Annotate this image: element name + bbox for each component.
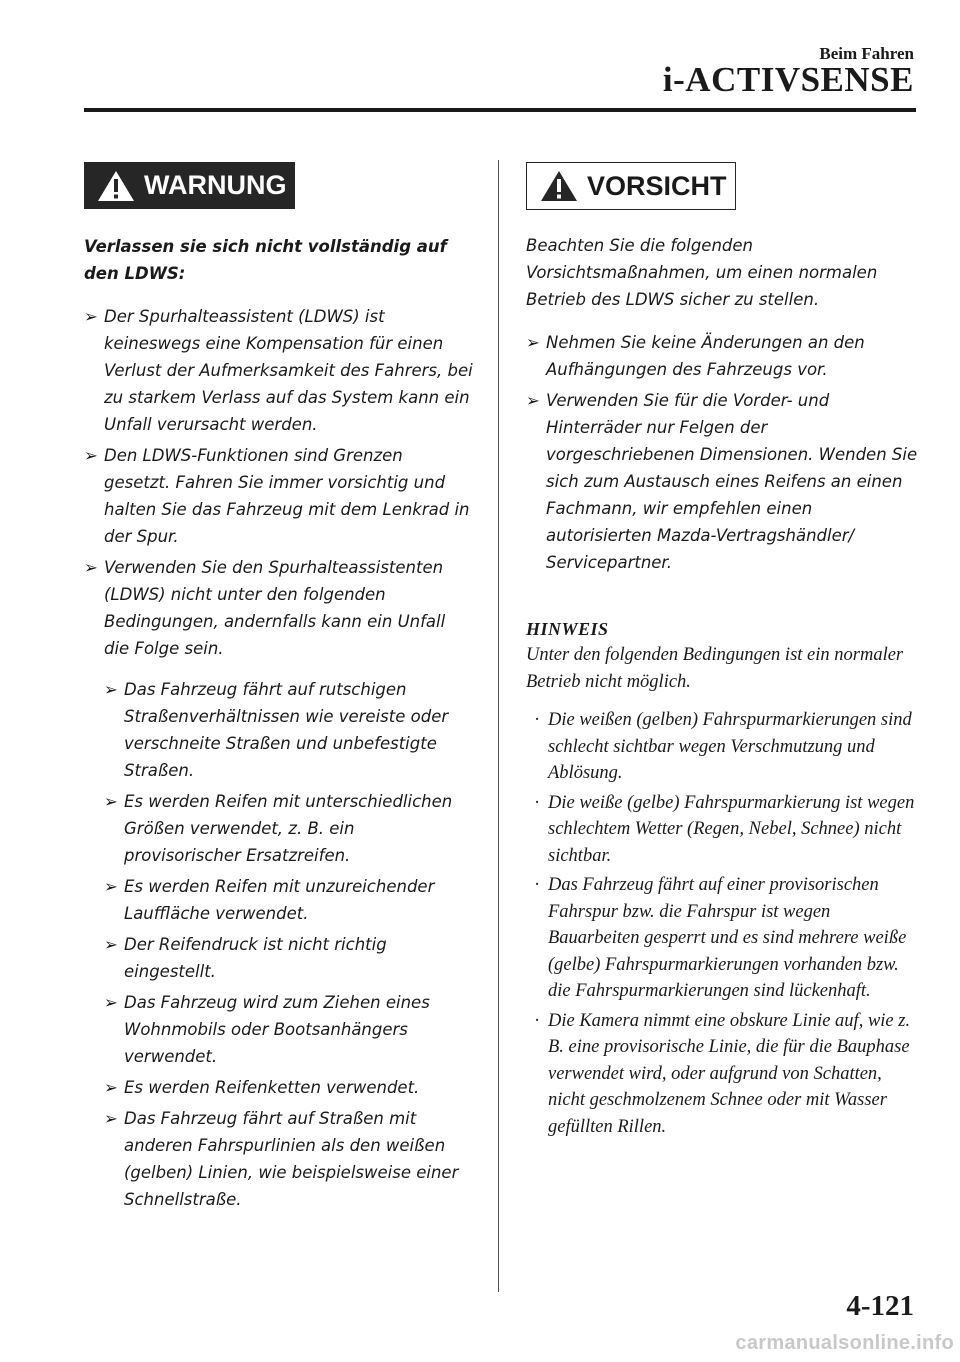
warning-badge-label: WARNUNG bbox=[144, 170, 287, 200]
arrow-bullet-icon: ➢ bbox=[104, 993, 118, 1012]
warning-badge bbox=[84, 162, 295, 209]
arrow-bullet-icon: ➢ bbox=[84, 307, 98, 326]
arrow-bullet-icon: ➢ bbox=[526, 333, 540, 352]
caution-badge-label: VORSICHT bbox=[587, 170, 727, 201]
dot-bullet-icon: · bbox=[534, 710, 541, 730]
warning-lead: Verlassen sie sich nicht vollständig auf den LDWS: bbox=[84, 237, 447, 283]
caution-badge bbox=[526, 162, 736, 210]
arrow-bullet-icon: ➢ bbox=[104, 792, 118, 811]
section-title: Beim Fahren bbox=[819, 44, 914, 63]
arrow-bullet-icon: ➢ bbox=[84, 446, 98, 465]
list-item: ➢ Der Reifendruck ist nicht richtig eingestellt. bbox=[104, 931, 474, 985]
arrow-bullet-icon: ➢ bbox=[104, 1078, 118, 1097]
warning-triangle-icon bbox=[539, 169, 579, 203]
condition-sublist bbox=[104, 676, 474, 1213]
list-item: ➢ Das Fahrzeug wird zum Ziehen eines Wohnmobils oder Bootsanhängers verwendet. bbox=[104, 989, 474, 1070]
dot-bullet-icon: · bbox=[534, 875, 541, 895]
list-item: ➢ Es werden Reifen mit unterschiedlichen Größen verwendet, z. B. ein provisorischer Ersatzreifen. bbox=[104, 788, 474, 869]
arrow-bullet-icon: ➢ bbox=[104, 1109, 118, 1128]
arrow-bullet-icon: ➢ bbox=[84, 558, 98, 577]
list-item: · Die Kamera nimmt eine obskure Linie auf, wie z. B. eine provisorische Linie, die für die Bauphase verwendet wird, oder aufgrund von Schatten, nicht geschmolzenem Schnee oder mit Wasser gefüllten Rillen. bbox=[526, 1008, 921, 1141]
warning-triangle-icon bbox=[96, 169, 136, 203]
list-item: · Die weißen (gelben) Fahrspurmarkierungen sind schlecht sichtbar wegen Verschmutzung und Ablösung. bbox=[526, 707, 921, 787]
column-divider bbox=[498, 160, 499, 1292]
list-item: ➢ Nehmen Sie keine Änderungen an den Aufhängungen des Fahrzeugs vor. bbox=[526, 329, 921, 383]
caution-list bbox=[526, 329, 921, 576]
arrow-bullet-icon: ➢ bbox=[104, 877, 118, 896]
caution-lead: Beachten Sie die folgenden Vorsichtsmaßnahmen, um einen normalen Betrieb des LDWS sicher zu stellen. bbox=[526, 236, 878, 309]
list-item: ➢ Das Fahrzeug fährt auf Straßen mit anderen Fahrspurlinien als den weißen (gelben) Linien, wie beispielsweise einer Schnellstraße. bbox=[104, 1105, 474, 1213]
list-item: ➢ Den LDWS-Funktionen sind Grenzen gesetzt. Fahren Sie immer vorsichtig und halten Sie das Fahrzeug mit dem Lenkrad in der Spur. bbox=[84, 442, 474, 550]
list-item: · Die weiße (gelbe) Fahrspurmarkierung ist wegen schlechtem Wetter (Regen, Nebel, Schnee) nicht sichtbar. bbox=[526, 790, 921, 870]
right-column bbox=[526, 162, 921, 1140]
header-rule bbox=[84, 108, 916, 112]
list-item: ➢ Das Fahrzeug fährt auf rutschigen Straßenverhältnissen wie vereiste oder verschneite Straßen und unbefestigte Straßen. bbox=[104, 676, 474, 784]
note-title: HINWEIS bbox=[526, 619, 609, 639]
list-item: · Das Fahrzeug fährt auf einer provisorischen Fahrspur bzw. die Fahrspur ist wegen Bauarbeiten gesperrt und es sind mehrere weiße (gelbe) Fahrspurmarkierungen vorhanden bzw. die Fahrspurmarkierungen sind lückenhaft. bbox=[526, 872, 921, 1005]
watermark: carmanualsonline.info bbox=[735, 1332, 954, 1354]
page-number: 4-121 bbox=[846, 1290, 914, 1322]
list-item: ➢ Es werden Reifen mit unzureichender Lauffläche verwendet. bbox=[104, 873, 474, 927]
dot-bullet-icon: · bbox=[534, 792, 541, 813]
left-column bbox=[84, 162, 474, 1213]
list-item: ➢ Verwenden Sie den Spurhalteassistenten (LDWS) nicht unter den folgenden Bedingungen, andernfalls kann ein Unfall die Folge sein. bbox=[84, 554, 474, 662]
list-item: ➢ Verwenden Sie für die Vorder- und Hinterräder nur Felgen der vorgeschriebenen Dimensionen. Wenden Sie sich zum Austausch eines Reifens an einen Fachmann, wir empfehlen einen autorisierten Mazda-Vertragshändler/ Servicepartner. bbox=[526, 387, 921, 576]
arrow-bullet-icon: ➢ bbox=[104, 935, 118, 954]
arrow-bullet-icon: ➢ bbox=[104, 680, 118, 699]
dot-bullet-icon: · bbox=[534, 1010, 541, 1031]
chapter-title: i-ACTIVSENSE bbox=[662, 60, 914, 99]
list-item: ➢ Es werden Reifenketten verwendet. bbox=[104, 1074, 474, 1101]
note-list bbox=[526, 707, 921, 1140]
list-item: ➢ Der Spurhalteassistent (LDWS) ist keineswegs eine Kompensation für einen Verlust der Aufmerksamkeit des Fahrers, bei zu starkem Verlass auf das System kann ein Unfall verursacht werden. bbox=[84, 303, 474, 438]
note-text: Unter den folgenden Bedingungen ist ein normaler Betrieb nicht möglich. bbox=[526, 645, 904, 692]
arrow-bullet-icon: ➢ bbox=[526, 391, 540, 410]
warning-list bbox=[84, 303, 474, 1213]
